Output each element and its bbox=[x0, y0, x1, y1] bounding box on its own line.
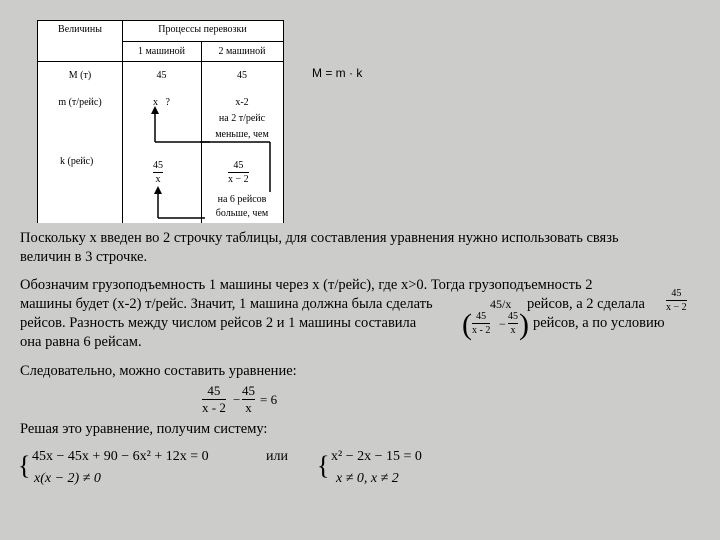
inline-fraction-45-over-x: 45/x bbox=[490, 297, 512, 311]
equation-fraction-1: 45 x - 2 bbox=[202, 383, 226, 415]
right-brace: { bbox=[317, 451, 330, 480]
system-left-eq2: x(x − 2) ≠ 0 bbox=[34, 471, 101, 486]
header-values: Величины bbox=[58, 24, 102, 35]
difference-fraction-2: 45 x bbox=[508, 311, 518, 336]
row-k-note1: на 6 рейсов bbox=[217, 194, 267, 205]
row-label-M: M (т) bbox=[68, 70, 92, 81]
equation-rhs: = 6 bbox=[260, 392, 278, 407]
paragraph-2-line1: Обозначим грузоподъемность 1 машины через x (т/рейс), где x>0. Тогда грузоподъемность 2 bbox=[20, 277, 593, 293]
system-right-eq2: x ≠ 0, x ≠ 2 bbox=[336, 471, 399, 486]
paragraph-2-line2b: рейсов, а 2 сделала bbox=[527, 296, 645, 312]
row-label-k: k (рейс) bbox=[60, 156, 94, 167]
fraction-45-over-x-minus-2: 45 x − 2 bbox=[228, 160, 249, 185]
subheader-machine2: 2 машиной bbox=[218, 46, 266, 57]
system-left-eq1: 45x − 45x + 90 − 6x² + 12x = 0 bbox=[32, 449, 209, 464]
difference-expression: ( 45 x - 2 − 45 x ) bbox=[462, 308, 529, 341]
side-fraction-45-over-x-minus-2: 45 x − 2 bbox=[666, 288, 687, 313]
row-k-note2: больше, чем bbox=[215, 208, 269, 219]
paragraph-4: Решая это уравнение, получим систему: bbox=[20, 421, 268, 437]
paragraph-3: Следовательно, можно составить уравнение: bbox=[20, 363, 297, 379]
row-M-machine2: 45 bbox=[237, 70, 247, 81]
equation: 45 x - 2 − 45 x = 6 bbox=[202, 383, 278, 415]
system-right-eq1: x² − 2x − 15 = 0 bbox=[331, 449, 422, 464]
paragraph-2-line2a: машины будет (x-2) т/рейс. Значит, 1 машина должна была сделать bbox=[20, 296, 433, 312]
row-m-machine2-value: x-2 bbox=[235, 97, 249, 108]
formula-mass: M = m · k bbox=[312, 66, 363, 80]
equation-fraction-2: 45 x bbox=[242, 383, 255, 415]
left-brace: { bbox=[18, 451, 31, 480]
paragraph-1-line2: величин в 3 строчке. bbox=[20, 249, 148, 265]
fraction-45-over-x: 45 x bbox=[153, 160, 163, 185]
row-m-machine1: x ? bbox=[153, 97, 170, 108]
difference-fraction-1: 45 x - 2 bbox=[472, 311, 491, 336]
row-label-m: m (т/рейс) bbox=[58, 97, 102, 108]
row-m-machine2-note2: меньше, чем bbox=[215, 129, 269, 140]
paragraph-1-line1: Поскольку x введен во 2 строчку таблицы, для составления уравнения нужно использовать связь bbox=[20, 230, 619, 246]
row-m-machine2-note1: на 2 т/рейс bbox=[218, 113, 266, 124]
system-or: или bbox=[266, 449, 288, 464]
paragraph-2-line3b: рейсов, а по условию bbox=[533, 315, 665, 331]
header-process: Процессы перевозки bbox=[158, 24, 247, 35]
row-M-machine1: 45 bbox=[156, 70, 167, 81]
paragraph-2-line3a: рейсов. Разность между числом рейсов 2 и 1 машины составила bbox=[20, 315, 417, 331]
paragraph-2-line4: она равна 6 рейсам. bbox=[20, 334, 142, 350]
subheader-machine1: 1 машиной bbox=[138, 46, 185, 57]
